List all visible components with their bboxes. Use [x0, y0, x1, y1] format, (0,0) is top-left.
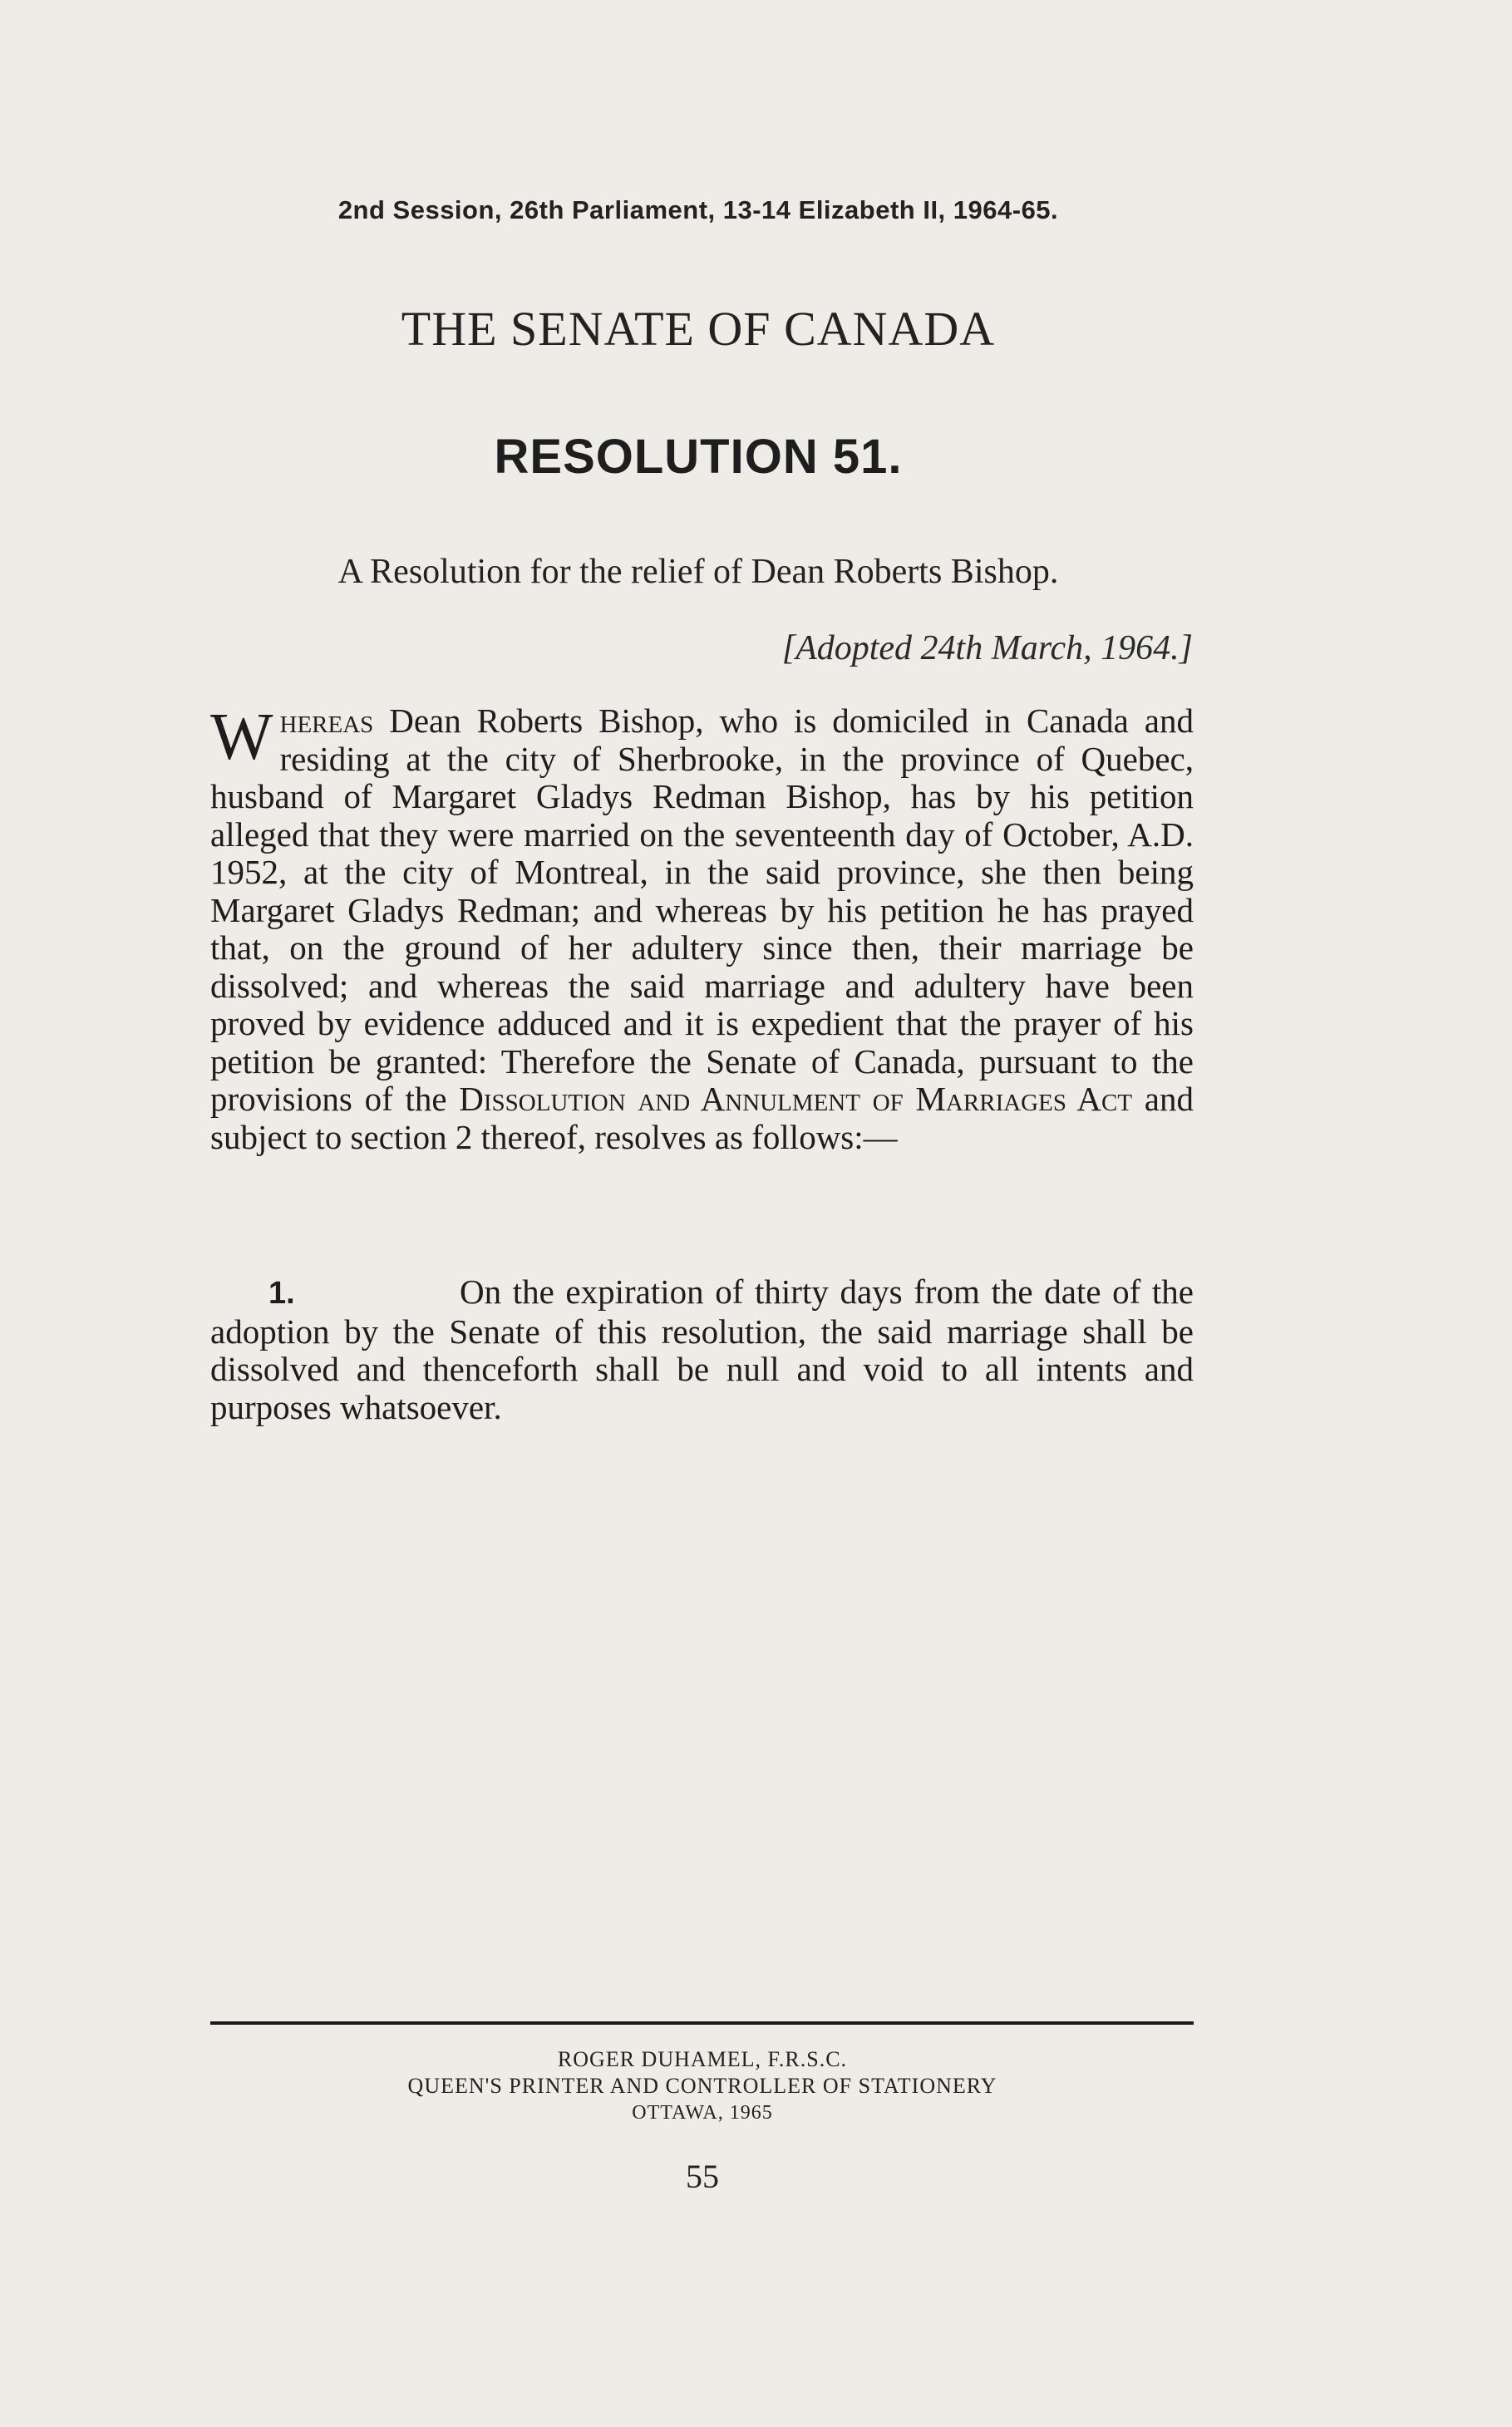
resolution-title: RESOLUTION 51.	[494, 430, 903, 484]
session-line: 2nd Session, 26th Parliament, 13-14 Elizabeth II, 1964-65.	[337, 195, 1059, 224]
preamble-lead-word: hereas	[279, 702, 374, 740]
printer-name: ROGER DUHAMEL, F.R.S.C.	[557, 2047, 848, 2071]
printer-title: QUEEN'S PRINTER AND CONTROLLER OF STATIONERY	[407, 2074, 997, 2098]
senate-heading: THE SENATE OF CANADA	[401, 302, 996, 356]
act-name: Dissolution and Annulment of Marriages Act	[459, 1080, 1133, 1118]
adoption-date: [Adopted 24th March, 1964.]	[781, 629, 1193, 667]
section-1-paragraph	[210, 1273, 1194, 1426]
section-number: 1.	[268, 1276, 295, 1311]
page-number: 55	[686, 2158, 719, 2195]
section-1-text: On the expiration of thirty days from the date of the adoption by the Senate of this resolution, the said marriage shall be dissolved and thenceforth shall be null and void to all intents and purposes whatsoever.	[210, 1273, 1194, 1426]
resolution-subtitle: A Resolution for the relief of Dean Roberts Bishop.	[337, 553, 1059, 591]
printer-place: OTTAWA, 1965	[632, 2102, 773, 2124]
preamble-text-1: Dean Roberts Bishop, who is domiciled in Canada and residing at the city of Sherbrooke, in the province of Quebec, husband of Margaret Gladys Redman Bishop, has by his petition alleged that they were married on the seventeenth day of October, A.D. 1952, at the city of Montreal, in the said province, she then being Margaret Gladys Redman; and whereas by his petition he has prayed that, on the ground of her adultery since then, their marriage be dissolved; and whereas the said marriage and adultery have been proved by evidence adduced and it is expedient that the prayer of his petition be granted: Therefore the Senate of Canada, pursuant to the provisions of the	[210, 702, 1194, 1118]
drop-cap: W	[210, 701, 273, 774]
preamble-text-2: and subject to section 2 thereof, resolves as follows:—	[210, 1080, 1194, 1156]
preamble-paragraph	[210, 702, 1194, 1156]
printer-imprint	[0, 2046, 1405, 2126]
footer-divider	[210, 2021, 1194, 2025]
